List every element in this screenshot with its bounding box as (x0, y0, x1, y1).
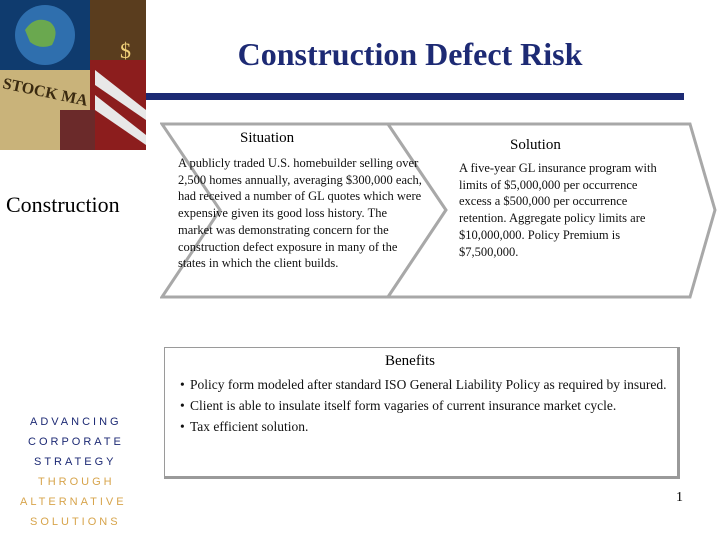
strategy-line: THROUGH (38, 476, 115, 488)
strategy-line: SOLUTIONS (30, 516, 121, 528)
situation-label: Situation (240, 130, 295, 146)
benefits-list (180, 376, 670, 439)
page-number: 1 (676, 490, 683, 505)
collage-stock-text: STOCK MA (1, 75, 90, 110)
strategy-line: CORPORATE (28, 436, 124, 448)
benefit-item: • Client is able to insulate itself form vagaries of current insurance market cycle. (180, 397, 670, 414)
strategy-tagline (0, 412, 152, 532)
strategy-line: ADVANCING (30, 416, 122, 428)
slide-title: Construction Defect Risk (237, 36, 583, 72)
situation-text: A publicly traded U.S. homebuilder selling over 2,500 homes annually, averaging $300,000 each, had received a number of GL quotes which were expensive given its good loss history. The market was demonstrating concern for the construction defect exposure in many of the states in which the client builds. (178, 156, 422, 271)
solution-text: A five-year GL insurance program with limits of $5,000,000 per occurrence excess a $500,000 per occurrence retention. Aggregate policy limits are $10,000,000. Policy Premium is $7,500,000. (459, 161, 657, 259)
benefit-item: • Policy form modeled after standard ISO General Liability Policy as required by insured. (180, 376, 670, 393)
category-label: Construction (6, 192, 120, 217)
finance-collage-image (0, 0, 146, 150)
title-rule (146, 93, 684, 100)
solution-label: Solution (510, 137, 561, 153)
benefits-title: Benefits (385, 353, 435, 369)
strategy-line: ALTERNATIVE (20, 496, 127, 508)
strategy-line: STRATEGY (34, 456, 117, 468)
benefit-item: • Tax efficient solution. (180, 418, 670, 435)
collage-dollar-text: $ (120, 38, 131, 63)
